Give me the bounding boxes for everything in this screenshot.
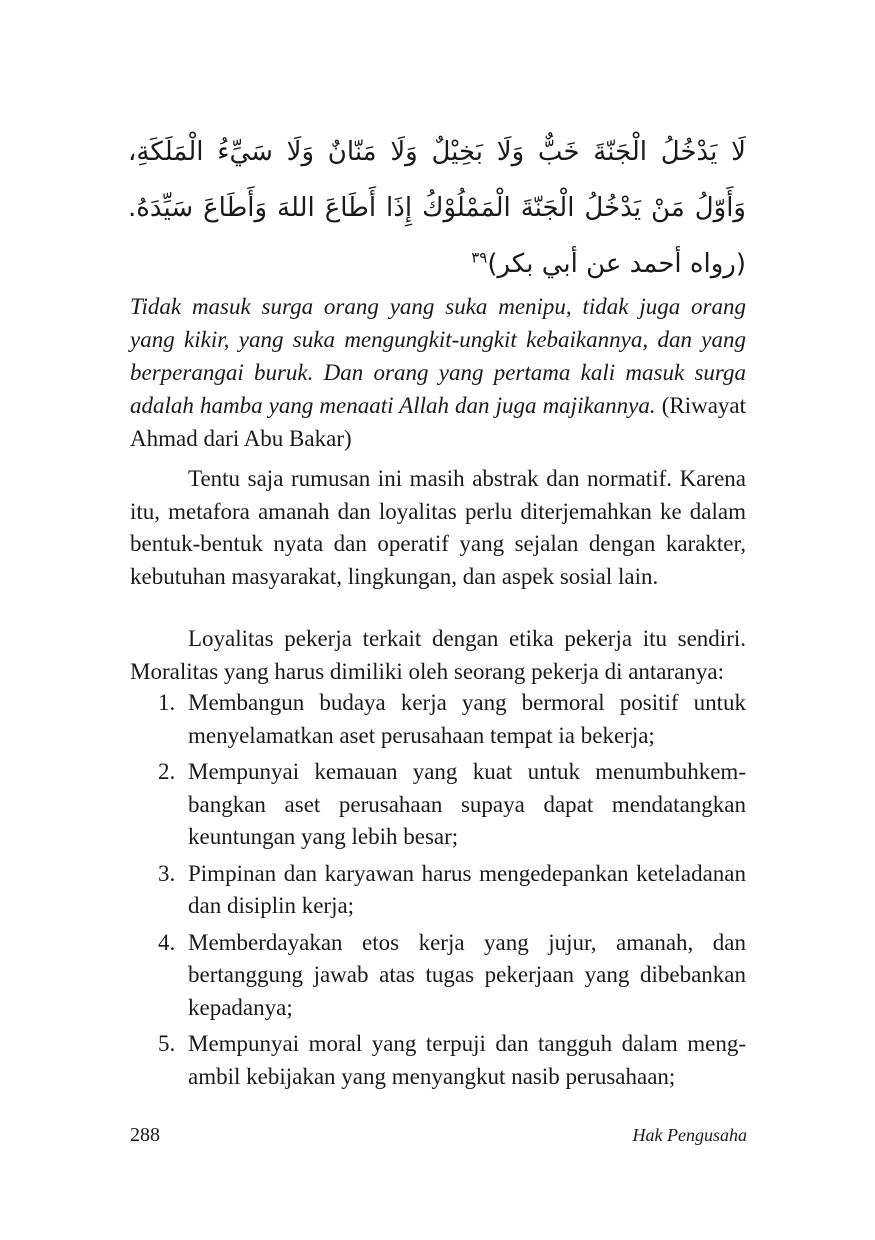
footnote-marker[interactable]: ٣٩ xyxy=(471,248,488,267)
list-item-text: Memberdayakan etos kerja yang jujur, amanah, dan bertanggung jawab atas tugas pekerjaan yang dibebankan kepadanya; xyxy=(188,929,746,1020)
list-item-number: 3. xyxy=(158,860,176,886)
arabic-hadith xyxy=(128,124,746,292)
translation-text: Tidak masuk surga orang yang suka menipu, tidak juga orang yang kikir, yang suka mengungkit-ungkit kebaikannya, dan yang berperangai buruk. Dan orang yang pertama kali masuk surga adalah hamba yang menaati Allah dan juga majikannya. xyxy=(130,294,746,418)
hadith-translation xyxy=(130,290,746,455)
list-item-number: 5. xyxy=(158,1031,176,1056)
translation-source: (Riwayat Ahmad dari Abu Bakar) xyxy=(130,393,747,451)
list-item-text: Pimpinan dan karyawan harus mengedepankan keteladanan dan disiplin kerja; xyxy=(188,860,746,918)
morality-list xyxy=(130,687,746,1097)
list-item xyxy=(130,687,746,752)
body-paragraph-2: Loyalitas pekerja terkait dengan etika pekerja itu sendiri. Moralitas yang harus dimiliki oleh seorang pekerja di antaranya: xyxy=(130,626,746,684)
running-footer-title: Hak Pengusaha xyxy=(632,1125,747,1145)
list-item-number: 1. xyxy=(158,690,176,715)
arabic-hadith-text: لَا يَدْخُلُ الْجَنّةَ خَبٌّ وَلَا بَخِيْلٌ وَلَا مَنّانٌ وَلَا سَيِّءُ الْمَلَكَةِ، وَأَوّلُ مَنْ يَدْخُلُ الْجَنّةَ الْمَمْلُوْكُ إِذَا أَطَاعَ اللهَ وَأَطَاعَ سَيِّدَهُ. (رواه أحمد عن أبي بكر) xyxy=(128,137,746,279)
list-item-text: Mempunyai kemauan yang kuat untuk menumbuhkembangkan aset perusahaan supaya dapat mendatangkan keuntungan yang lebih besar; xyxy=(188,759,746,849)
list-item xyxy=(130,927,746,1025)
list-item xyxy=(130,756,746,854)
list-item-number: 4. xyxy=(158,929,176,955)
list-item-number: 2. xyxy=(158,759,176,784)
page-number: 288 xyxy=(130,1124,160,1146)
body-paragraph-1: Tentu saja rumusan ini masih abstrak dan normatif. Karena itu, metafora amanah dan loyalitas perlu diterjemahkan ke dalam bentuk-bentuk nyata dan operatif yang sejalan dengan karakter, kebutuhan masyarakat, lingkungan, dan aspek sosial lain. xyxy=(130,466,746,589)
list-item xyxy=(130,1028,746,1093)
list-item-text: Membangun budaya kerja yang bermoral positif untuk menyelamatkan aset perusahaan tempat ia bekerja; xyxy=(188,690,746,748)
list-item-text: Mempunyai moral yang terpuji dan tangguh dalam mengambil kebijakan yang menyangkut nasib perusahaan; xyxy=(188,1031,746,1089)
list-item xyxy=(130,858,746,923)
